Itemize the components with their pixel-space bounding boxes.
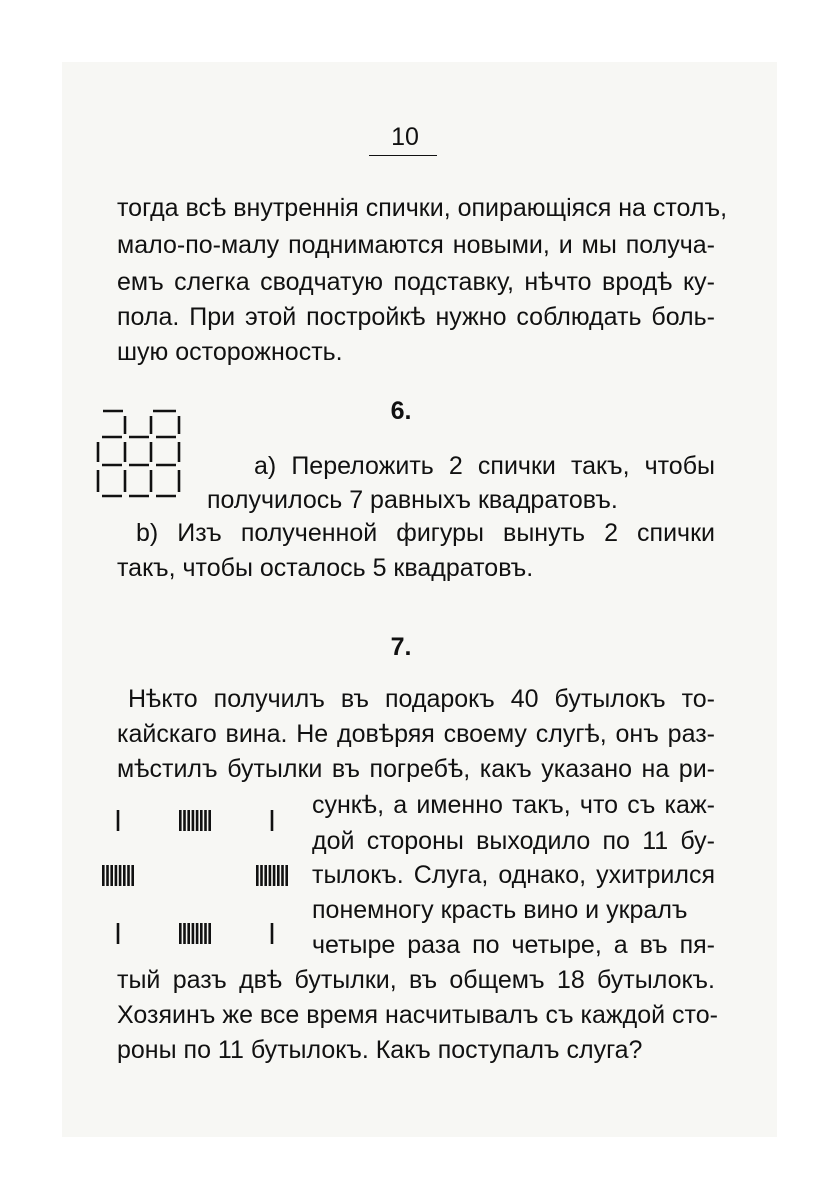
bottle-group (180, 923, 209, 944)
text-line: четыре раза по четыре, а въ пя- (312, 931, 715, 959)
text-line: дой стороны выходило по 11 бу- (312, 827, 715, 855)
text-line: мѣстилъ бутылки въ погребѣ, какъ указано на ри- (117, 755, 715, 783)
text-line: тый разъ двѣ бутылки, въ общемъ 18 бутылокъ. (117, 966, 715, 994)
text-line: роны по 11 бутылокъ. Какъ поступалъ слуга? (117, 1036, 643, 1064)
text-line: емъ слегка сводчатую подставку, нѣчто вродѣ ку- (117, 268, 715, 296)
bottle-group (257, 865, 286, 886)
page-number: 10 (391, 123, 419, 151)
matchstick-figure (90, 405, 200, 505)
text-line: сункѣ, а именно такъ, что съ каж- (312, 791, 715, 819)
bottle-group (103, 865, 132, 886)
text-line: такъ, чтобы осталось 5 квадратовъ. (117, 554, 534, 582)
text-line: кайскаго вина. Не довѣряя своему слугѣ, онъ раз- (117, 720, 715, 748)
text-line: мало-по-малу поднимаются новыми, и мы получа- (117, 231, 715, 259)
text-line: пола. При этой постройкѣ нужно соблюдать боль- (117, 303, 715, 331)
text-line: Нѣкто получилъ въ подарокъ 40 бутылокъ то- (128, 685, 715, 713)
text-line: тылокъ. Слуга, однако, ухитрился (312, 861, 715, 889)
text-line: понемногу красть вино и укралъ (312, 896, 688, 924)
problem-7-heading: 7. (390, 633, 412, 661)
bottle-grid (85, 800, 310, 950)
text-line: Хозяинъ же все время насчитывалъ съ каждой сто- (117, 1001, 718, 1029)
page-number-rule (369, 155, 437, 156)
text-line: а) Переложить 2 спички такъ, чтобы (254, 452, 715, 480)
text-line: тогда всѣ внутреннія спички, опирающіяся на столъ, (117, 194, 728, 222)
text-line: шую осторожность. (117, 338, 343, 366)
bottle-group (180, 810, 209, 831)
text-line: получилось 7 равныхъ квадратовъ. (207, 486, 618, 514)
problem-6-heading: 6. (390, 397, 412, 425)
text-line: b) Изъ полученной фигуры вынуть 2 спички (136, 519, 715, 547)
